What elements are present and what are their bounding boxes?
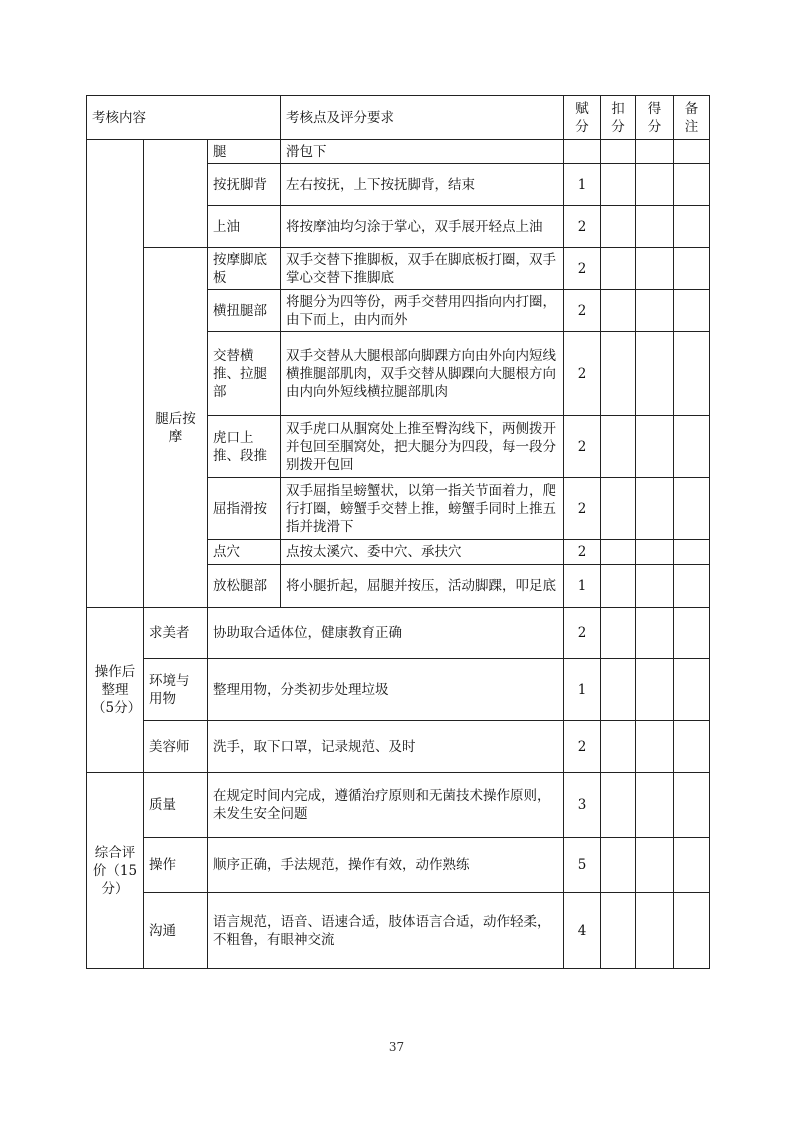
deduct-cell bbox=[601, 838, 636, 893]
req-cell: 将按摩油均匀涂于掌心，双手展开轻点上油 bbox=[281, 206, 564, 248]
remark-cell bbox=[674, 659, 710, 721]
deduct-cell bbox=[601, 206, 636, 248]
score-cell: 2 bbox=[564, 248, 601, 290]
got-cell bbox=[636, 773, 674, 838]
item-cell: 横扭腿部 bbox=[208, 290, 281, 332]
table-row bbox=[87, 248, 710, 290]
deduct-cell bbox=[601, 565, 636, 608]
remark-cell bbox=[674, 140, 710, 164]
remark-cell bbox=[674, 290, 710, 332]
deduct-cell bbox=[601, 540, 636, 565]
remark-cell bbox=[674, 478, 710, 540]
table-row bbox=[87, 773, 710, 838]
section-cell-empty bbox=[87, 140, 144, 608]
header-content: 考核内容 bbox=[87, 96, 281, 140]
req-cell: 左右按抚，上下按抚脚背，结束 bbox=[281, 164, 564, 206]
score-cell: 2 bbox=[564, 721, 601, 773]
page-number: 37 bbox=[388, 1040, 405, 1054]
req-cell: 在规定时间内完成，遵循治疗原则和无菌技术操作原则，未发生安全问题 bbox=[208, 773, 564, 838]
table-row bbox=[87, 608, 710, 659]
score-cell bbox=[564, 140, 601, 164]
deduct-cell bbox=[601, 416, 636, 478]
req-cell: 整理用物，分类初步处理垃圾 bbox=[208, 659, 564, 721]
remark-cell bbox=[674, 608, 710, 659]
item-cell: 美容师 bbox=[144, 721, 208, 773]
got-cell bbox=[636, 608, 674, 659]
req-cell: 滑包下 bbox=[281, 140, 564, 164]
score-cell: 2 bbox=[564, 290, 601, 332]
table-row bbox=[87, 838, 710, 893]
got-cell bbox=[636, 565, 674, 608]
score-cell: 4 bbox=[564, 893, 601, 969]
item-cell: 上油 bbox=[208, 206, 281, 248]
item-cell: 环境与用物 bbox=[144, 659, 208, 721]
score-cell: 2 bbox=[564, 416, 601, 478]
remark-cell bbox=[674, 248, 710, 290]
section-eval-label: 综合评价（15分） bbox=[87, 773, 144, 969]
req-cell: 协助取合适体位，健康教育正确 bbox=[208, 608, 564, 659]
got-cell bbox=[636, 206, 674, 248]
got-cell bbox=[636, 540, 674, 565]
item-cell: 交替横推、拉腿部 bbox=[208, 332, 281, 416]
item-cell: 求美者 bbox=[144, 608, 208, 659]
remark-cell bbox=[674, 206, 710, 248]
remark-cell bbox=[674, 332, 710, 416]
table-row bbox=[87, 659, 710, 721]
deduct-cell bbox=[601, 659, 636, 721]
header-remark: 备 注 bbox=[674, 96, 710, 140]
item-cell: 按抚脚背 bbox=[208, 164, 281, 206]
score-cell: 2 bbox=[564, 332, 601, 416]
score-cell: 1 bbox=[564, 659, 601, 721]
deduct-cell bbox=[601, 478, 636, 540]
remark-cell bbox=[674, 721, 710, 773]
remark-cell bbox=[674, 893, 710, 969]
table-row bbox=[87, 893, 710, 969]
req-cell: 双手虎口从腘窝处上推至臀沟线下，两侧拨开并包回至腘窝处，把大腿分为四段，每一段分别拨开包回 bbox=[281, 416, 564, 478]
got-cell bbox=[636, 478, 674, 540]
item-cell: 按摩脚底板 bbox=[208, 248, 281, 290]
deduct-cell bbox=[601, 721, 636, 773]
got-cell bbox=[636, 416, 674, 478]
header-score: 赋 分 bbox=[564, 96, 601, 140]
header-points: 考核点及评分要求 bbox=[281, 96, 564, 140]
remark-cell bbox=[674, 565, 710, 608]
got-cell bbox=[636, 332, 674, 416]
got-cell bbox=[636, 721, 674, 773]
header-deduct: 扣 分 bbox=[601, 96, 636, 140]
item-cell: 质量 bbox=[144, 773, 208, 838]
remark-cell bbox=[674, 773, 710, 838]
item-cell: 点穴 bbox=[208, 540, 281, 565]
score-cell: 2 bbox=[564, 478, 601, 540]
table-row bbox=[87, 140, 710, 164]
req-cell: 双手屈指呈螃蟹状，以第一指关节面着力，爬行打圈，螃蟹手交替上推，螃蟹手同时上推五指并拢滑下 bbox=[281, 478, 564, 540]
score-cell: 1 bbox=[564, 565, 601, 608]
remark-cell bbox=[674, 838, 710, 893]
got-cell bbox=[636, 248, 674, 290]
deduct-cell bbox=[601, 893, 636, 969]
got-cell bbox=[636, 893, 674, 969]
deduct-cell bbox=[601, 608, 636, 659]
item-cell: 放松腿部 bbox=[208, 565, 281, 608]
item-cell: 沟通 bbox=[144, 893, 208, 969]
section-post-label: 操作后整理（5分） bbox=[87, 608, 144, 773]
req-cell: 将小腿折起，屈腿并按压，活动脚踝，叩足底 bbox=[281, 565, 564, 608]
item-cell: 虎口上推、段推 bbox=[208, 416, 281, 478]
remark-cell bbox=[674, 540, 710, 565]
score-cell: 2 bbox=[564, 540, 601, 565]
deduct-cell bbox=[601, 290, 636, 332]
deduct-cell bbox=[601, 332, 636, 416]
got-cell bbox=[636, 164, 674, 206]
remark-cell bbox=[674, 416, 710, 478]
got-cell bbox=[636, 140, 674, 164]
req-cell: 洗手，取下口罩，记录规范、及时 bbox=[208, 721, 564, 773]
deduct-cell bbox=[601, 164, 636, 206]
got-cell bbox=[636, 290, 674, 332]
req-cell: 顺序正确，手法规范，操作有效，动作熟练 bbox=[208, 838, 564, 893]
score-cell: 5 bbox=[564, 838, 601, 893]
item-cell: 屈指滑按 bbox=[208, 478, 281, 540]
req-cell: 点按太溪穴、委中穴、承扶穴 bbox=[281, 540, 564, 565]
got-cell bbox=[636, 659, 674, 721]
deduct-cell bbox=[601, 773, 636, 838]
score-cell: 1 bbox=[564, 164, 601, 206]
score-cell: 3 bbox=[564, 773, 601, 838]
assessment-table bbox=[86, 95, 710, 969]
item-cell: 操作 bbox=[144, 838, 208, 893]
req-cell: 将腿分为四等份，两手交替用四指向内打圈，由下而上，由内而外 bbox=[281, 290, 564, 332]
score-cell: 2 bbox=[564, 608, 601, 659]
got-cell bbox=[636, 838, 674, 893]
deduct-cell bbox=[601, 248, 636, 290]
req-cell: 语言规范，语音、语速合适，肢体语言合适，动作轻柔，不粗鲁，有眼神交流 bbox=[208, 893, 564, 969]
header-got: 得 分 bbox=[636, 96, 674, 140]
score-cell: 2 bbox=[564, 206, 601, 248]
table-row bbox=[87, 721, 710, 773]
subsection-cell-empty bbox=[144, 140, 208, 248]
req-cell: 双手交替下推脚板，双手在脚底板打圈，双手掌心交替下推脚底 bbox=[281, 248, 564, 290]
section-leg-label: 腿后按摩 bbox=[144, 248, 208, 608]
req-cell: 双手交替从大腿根部向脚踝方向由外向内短线横推腿部肌肉，双手交替从脚踝向大腿根方向由内向外短线横拉腿部肌肉 bbox=[281, 332, 564, 416]
remark-cell bbox=[674, 164, 710, 206]
deduct-cell bbox=[601, 140, 636, 164]
item-cell: 腿 bbox=[208, 140, 281, 164]
header-row bbox=[87, 96, 710, 140]
